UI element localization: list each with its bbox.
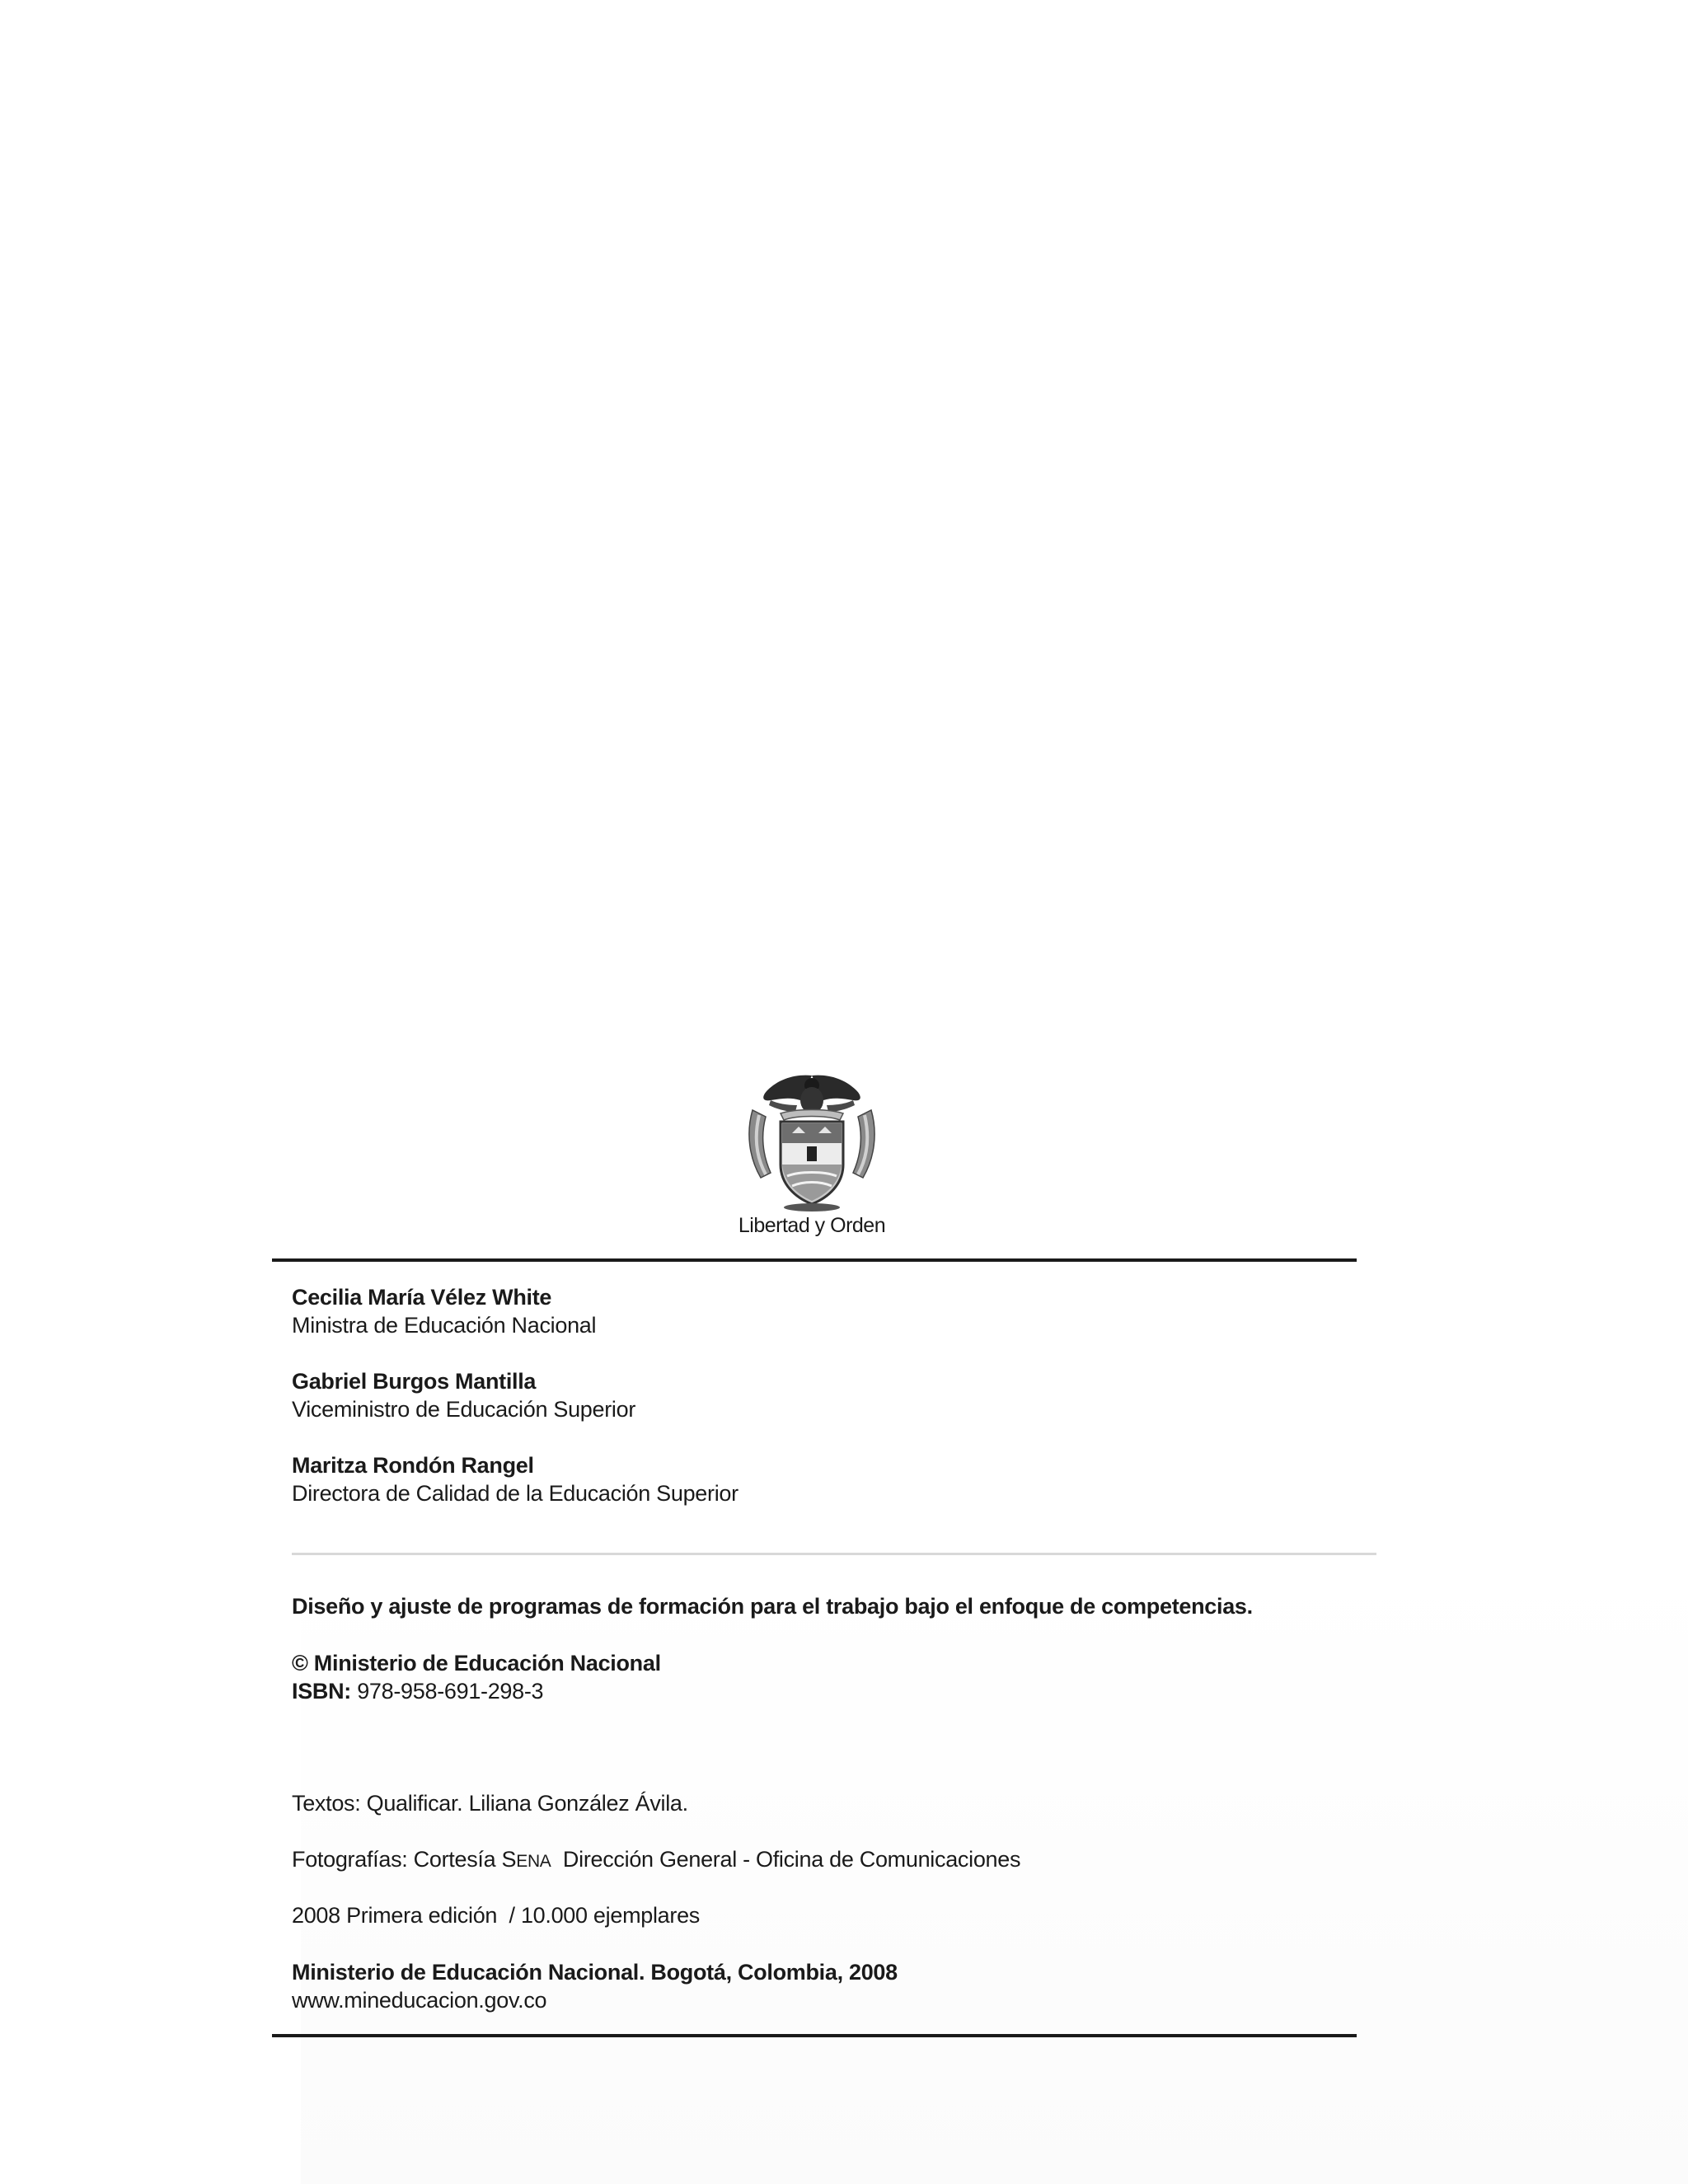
credit-role: Directora de Calidad de la Educación Superior	[292, 1481, 738, 1506]
credit-name: Gabriel Burgos Mantilla	[292, 1369, 537, 1394]
texts-credit: Textos: Qualificar. Liliana González Ávila.	[292, 1791, 688, 1816]
publisher-line: Ministerio de Educación Nacional. Bogotá, Colombia, 2008	[292, 1960, 898, 1985]
isbn-value: 978-958-691-298-3	[351, 1679, 544, 1704]
bottom-divider	[272, 2034, 1357, 2037]
credit-name: Cecilia María Vélez White	[292, 1285, 552, 1310]
photos-small-caps: ENA	[516, 1852, 551, 1871]
isbn-label: ISBN:	[292, 1679, 351, 1704]
credit-role: Viceministro de Educación Superior	[292, 1397, 636, 1422]
publication-title: Diseño y ajuste de programas de formación para el trabajo bajo el enfoque de competencias.	[292, 1594, 1253, 1619]
credit-name: Maritza Rondón Rangel	[292, 1453, 534, 1478]
isbn-line	[292, 1677, 543, 1705]
section-divider	[292, 1553, 1376, 1555]
photos-credit	[292, 1845, 1020, 1876]
seal-motto: Libertad y Orden	[738, 1214, 886, 1237]
top-divider	[272, 1258, 1357, 1262]
edition-line: 2008 Primera edición / 10.000 ejemplares	[292, 1903, 700, 1928]
website-line: www.mineducacion.gov.co	[292, 1988, 547, 2013]
photos-suffix: Dirección General - Oficina de Comunicaciones	[551, 1847, 1021, 1872]
photos-prefix: Fotografías: Cortesía S	[292, 1847, 517, 1872]
credit-role: Ministra de Educación Nacional	[292, 1313, 597, 1338]
copyright-line: © Ministerio de Educación Nacional	[292, 1651, 661, 1675]
